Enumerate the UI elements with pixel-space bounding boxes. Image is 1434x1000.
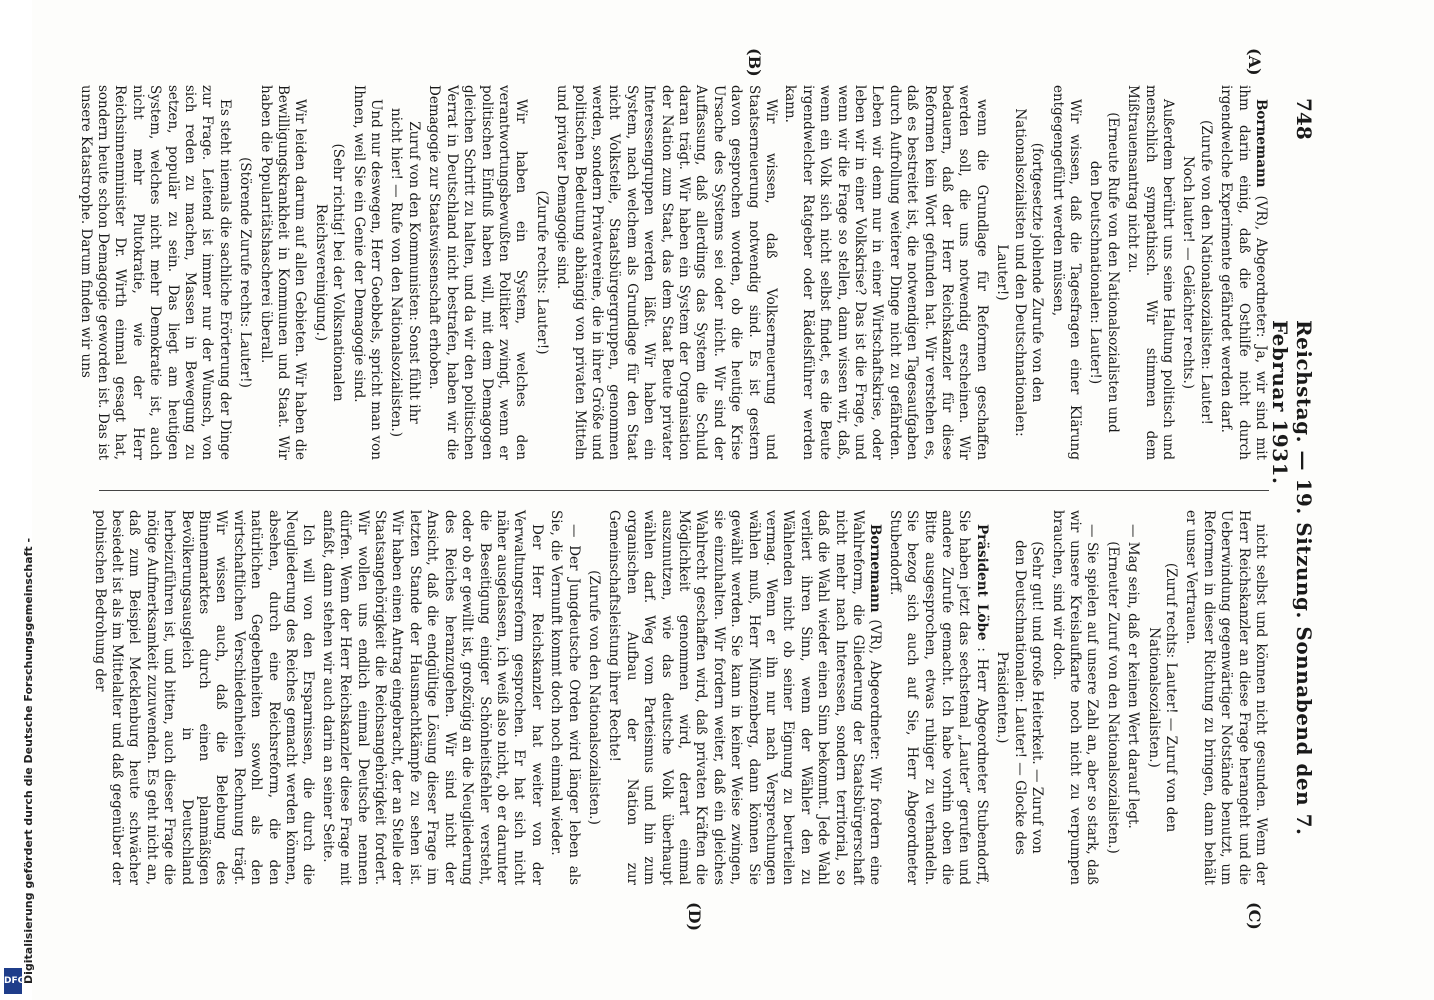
digitization-credit-strip	[0, 0, 35, 1000]
interjection-text: (Sehr richtig! bei der Volksnationalen Reichsvereinigung.)	[312, 143, 347, 402]
paragraph	[90, 510, 316, 885]
interjection	[236, 85, 253, 460]
paragraph-text: Ich will von den Ersparnissen, die durch die Neugliederung des Reiches gemacht werden können, absehen, durch eine Reichsreform, die den natürlichen Gegebenheiten sowohl als den wirtschaftlichen Verschiedenheiten Rechnung trägt. Wir wissen auch, daß die Belebung des Binnenmarktes durch einen planmäßigen Bevölkerungsausgleich in Deutschland herbeizuführen ist, und bitten, auch dieser Frage die nötige Aufmerksamkeit zuzuwenden. Es geht nicht an, daß zum Beispiel Mecklenburg heute schwächer besiedelt ist als im Mittelalter und daß gegenüber der polnischen Bedrohung der	[91, 510, 317, 885]
speaker-name: Bornemann	[867, 524, 884, 613]
paragraph	[1124, 510, 1141, 885]
paragraph-text: Und nur deswegen, Herr Goebbels, spricht man von Ihnen, weil Sie ein Genie der Demagogie sind.	[350, 85, 385, 460]
interjection	[311, 85, 346, 460]
interjection-text: (Zurufe rechts: Lauter!)	[533, 190, 550, 355]
paragraph	[885, 510, 989, 885]
paragraph-text: Außerdem berührt uns seine Haltung politisch und menschlich sympathisch. Wir stimmen dem Mißtrauensantrag nicht zu.	[1125, 85, 1176, 460]
paragraph	[425, 85, 529, 460]
interjection-text: (Zurufe von den Nationalsozialisten.)	[585, 570, 602, 825]
margin-marker-c: (C)	[1245, 902, 1264, 930]
paragraph	[1048, 85, 1083, 460]
column-divider	[99, 490, 1269, 491]
paragraph-text: Wir wissen, daß Volkserneuerung und Staatserneuerung notwendig sind. Es ist gestern davon gesprochen worden, ob die heutige Krise Ursache des Systems sei oder nicht. Wir sind der Auffassung, daß allerdings das System die Schuld daran trägt. Wir haben ein System der Organisation der Nation zum Staat, das dem Staat Beute privater Interessengruppen werden läßt. Wir haben ein System, nach welchem als Grundlage für den Staat nicht Volksteile, Staatsbürgergruppen, genommen werden, sondern Privatvereine, die in ihrer Größe und politischen Bedeutung abhängig von privaten Mitteln und privater Demagogie sind.	[554, 85, 780, 460]
interjection	[585, 510, 602, 885]
interjection	[387, 85, 422, 460]
digitization-credit-text: Digitalisierung gefördert durch die Deutsche Forschungsgemeinschaft -	[22, 537, 35, 984]
paragraph-text: nicht selbst und können nicht gesunden. Wenn der Herr Reichskanzler an diese Frage herangeht und die Ueberwindung gegenwärtiger Notstände benutzt, um Reformen in dieser Richtung zu bringen, dann behält er unser Vertrauen.	[1183, 510, 1269, 885]
interjection-text: Zuruf von den Kommunisten: Sonst fühlt ihr nicht hier! — Rufe von den Nationalsozialisten.)	[388, 108, 422, 437]
interjection	[1103, 510, 1120, 885]
margin-marker-a: (A)	[1245, 48, 1264, 76]
interjection	[1086, 85, 1121, 460]
paragraph	[1124, 85, 1176, 460]
interjection	[1144, 510, 1179, 885]
interjection-text: (Sehr gut! und große Heiterkeit. — Zuruf von den Deutschnationalen: Lauter! — Glocke des Präsidenten.)	[994, 540, 1046, 855]
paragraph	[781, 85, 990, 460]
paragraph	[1217, 85, 1269, 460]
paragraph-text: : Herr Abgeordneter Stubendorff, Sie haben jetzt das sechstemal „Lauter“ gerufen und andere Zurufe gemacht. Ich habe vorhin oben die Bitte ausgesprochen, etwas ruhiger zu verhandeln. Sie bezog sich auch auf Sie, Herr Abgeordneter Stubendorff.	[886, 510, 990, 885]
paragraph-text: Wir haben ein System, welches den verantwortungsbewußten Politiker zwingt, wenn er politischen Einfluß haben will, mit dem Demagogen gleichen Schritt zu halten, und da wir den politischen Verrat in Deutschland nicht bestrafen, haben wir die Demagogie zur Staatswissenschaft erhoben.	[426, 85, 530, 460]
paragraph-text: Es steht niemals die sachliche Erörterung der Dinge zur Frage. Leitend ist immer nur der Wunsch, von sich reden zu machen, Massen in Bewegung zu setzen, populär zu sein. Das liegt am heutigen System, welches nicht mehr Demokratie ist, auch nicht mehr Plutokratie, wie der Herr Reichsinnenminister Dr. Wirth einmal gesagt hat, sondern heute schon Demagogie geworden ist. Das ist unsere Katastrophe. Darum finden wir uns	[77, 85, 233, 460]
paragraph	[547, 510, 582, 885]
paragraph-text: (VR), Abgeordneter: Ja, wir sind mit ihm darin einig, daß die Osthilfe nicht durch irgendwelche Experimente gefährdet werden darf.	[1218, 85, 1269, 460]
text-column-left	[74, 85, 1269, 460]
dfg-logo-icon: DFG	[4, 968, 22, 994]
paragraph-text: Wir wissen, daß die Tagesfragen einer Klärung entgegengeführt werden müssen,	[1049, 85, 1083, 460]
interjection	[532, 85, 549, 460]
interjection-text: (Störende Zurufe rechts: Lauter!)	[237, 157, 254, 388]
paragraph	[318, 510, 544, 885]
margin-marker-b: (B)	[745, 48, 764, 77]
page-number: 748	[1292, 98, 1316, 140]
interjection-text: (Erneute Rufe von den Nationalsozialisten und den Deutschnationalen: Lauter!)	[1087, 112, 1121, 433]
paragraph	[1048, 510, 1100, 885]
paragraph	[1182, 510, 1269, 885]
interjection-text: (Zurufe von den Nationalsozialisten: Lauter! Noch lauter! — Gelächter rechts.)	[1180, 120, 1214, 425]
paragraph	[256, 85, 308, 460]
paragraph-text: (VR), Abgeordneter: Wir fordern eine Wahlreform, die Gliederung der Staatsbürgerschaft nicht mehr nach Interessen, sondern territorial, so daß die Wahl wieder einen Sinn bekommt. Jede Wahl verliert ihren Sinn, wenn der Wähler den zu Wählenden nicht ob seiner Eignung zu beurteilen vermag. Wenn er ihn nur nach Versprechungen wählen muß, Herr Münzenberg, dann können Sie gewählt werden. Sie kann in keiner Weise zwingen, sie einzuhalten. Wir fordern weiter, daß ein gleiches Wahlrecht geschaffen wird, daß privaten Kräften die Möglichkeit genommen wird, derart einmal auszunutzen, wie das deutsche Volk überhaupt wählen darf. Weg vom Parteismus und hin zum organischen Aufbau der Nation zur Gemeinschaftsleistung ihrer Rechte!	[606, 510, 884, 885]
paragraph-text: — Sie spielen auf unsere Zahl an, aber so stark, daß wir unsere Kreislaufkarte noch nicht zu verpumpen brauchen, sind wir doch.	[1049, 510, 1101, 885]
paragraph	[605, 510, 884, 885]
paragraph-text: wenn die Grundlage für Reformen geschaffen werden soll, die uns notwendig erscheinen. Wir bedauern, daß der Herr Reichskanzler für diese Reformen kein Wort gefunden hat. Wir verstehen es, daß es bestreitet ist, die notwendigen Tagesaufgaben durch Aufrollung weiterer Dinge nicht zu gefährden. Leben wir denn nur in einer Wirtschaftskrise, oder leben wir in einer Volkskrise? Das ist die Frage, und wenn wir die Frage so stellen, dann wissen wir, daß, wenn ein Volk sich nicht selbst findet, es die Beute irgendwelcher Ratgeber oder Rädelsführer werden kann.	[782, 85, 990, 460]
interjection-text: (fortgesetzte johlende Zurufe von den Nationalsozialisten und den Deutschnationalen: Lauter!)	[994, 108, 1046, 437]
running-head	[1268, 70, 1324, 930]
running-head-title: Reichstag. — 19. Sitzung. Sonnabend den 7. Februar 1931.	[1268, 320, 1316, 836]
paragraph-text: Wir leiden darum auf allen Gebieten. Wir haben die Bewilligungskrankheit in Kommunen und Staat. Wir haben die Popularitätshascherei überall.	[257, 85, 309, 460]
rotated-document-page	[77, 48, 1324, 932]
interjection	[1179, 85, 1214, 460]
paragraph	[76, 85, 233, 460]
interjection	[993, 510, 1045, 885]
paragraph-text: — Der Jungdeutsche Orden wird länger leben als Sie, die Vernunft kommt doch noch einmal wieder.	[548, 510, 582, 885]
paragraph-text: Der Herr Reichskanzler hat weiter von der Verwaltungsreform gesprochen. Er hat sich nicht näher ausgelassen, ich weiß also nicht, ob er darunter die Beseitigung einiger Schönheitsfehler versteht, oder ob er gewillt ist, großzügig an die Neugliederung des Reiches heranzugehen. Wir sind nicht der Ansicht, daß die endgültige Lösung dieser Frage im letzten Stande der Hausmachtkämpfe zu sehen ist. Wir haben einen Antrag eingebracht, der an Stelle der Staatsangehörigkeit die Reichsangehörigkeit fordert. Wir wollen uns endlich einmal Deutsche nennen dürfen. Wenn der Herr Reichskanzler diese Frage mit anfaßt, dann stehen wir auch darin an seiner Seite.	[319, 510, 545, 885]
interjection	[993, 85, 1045, 460]
paragraph-text: — Mag sein, daß er keinen Wert darauf legt.	[1125, 524, 1142, 829]
text-column-right	[88, 510, 1269, 885]
speaker-name: Präsident Löbe	[973, 524, 990, 641]
margin-marker-d: (D)	[685, 902, 704, 932]
speaker-name: Bornemann	[1253, 99, 1269, 188]
interjection-text: (Zuruf rechts: Lauter! — Zuruf von den Nationalsozialisten.)	[1145, 562, 1179, 833]
paragraph	[349, 85, 384, 460]
interjection-text: (Erneuter Zuruf von den Nationalsozialisten.)	[1104, 541, 1121, 854]
paragraph	[553, 85, 779, 460]
